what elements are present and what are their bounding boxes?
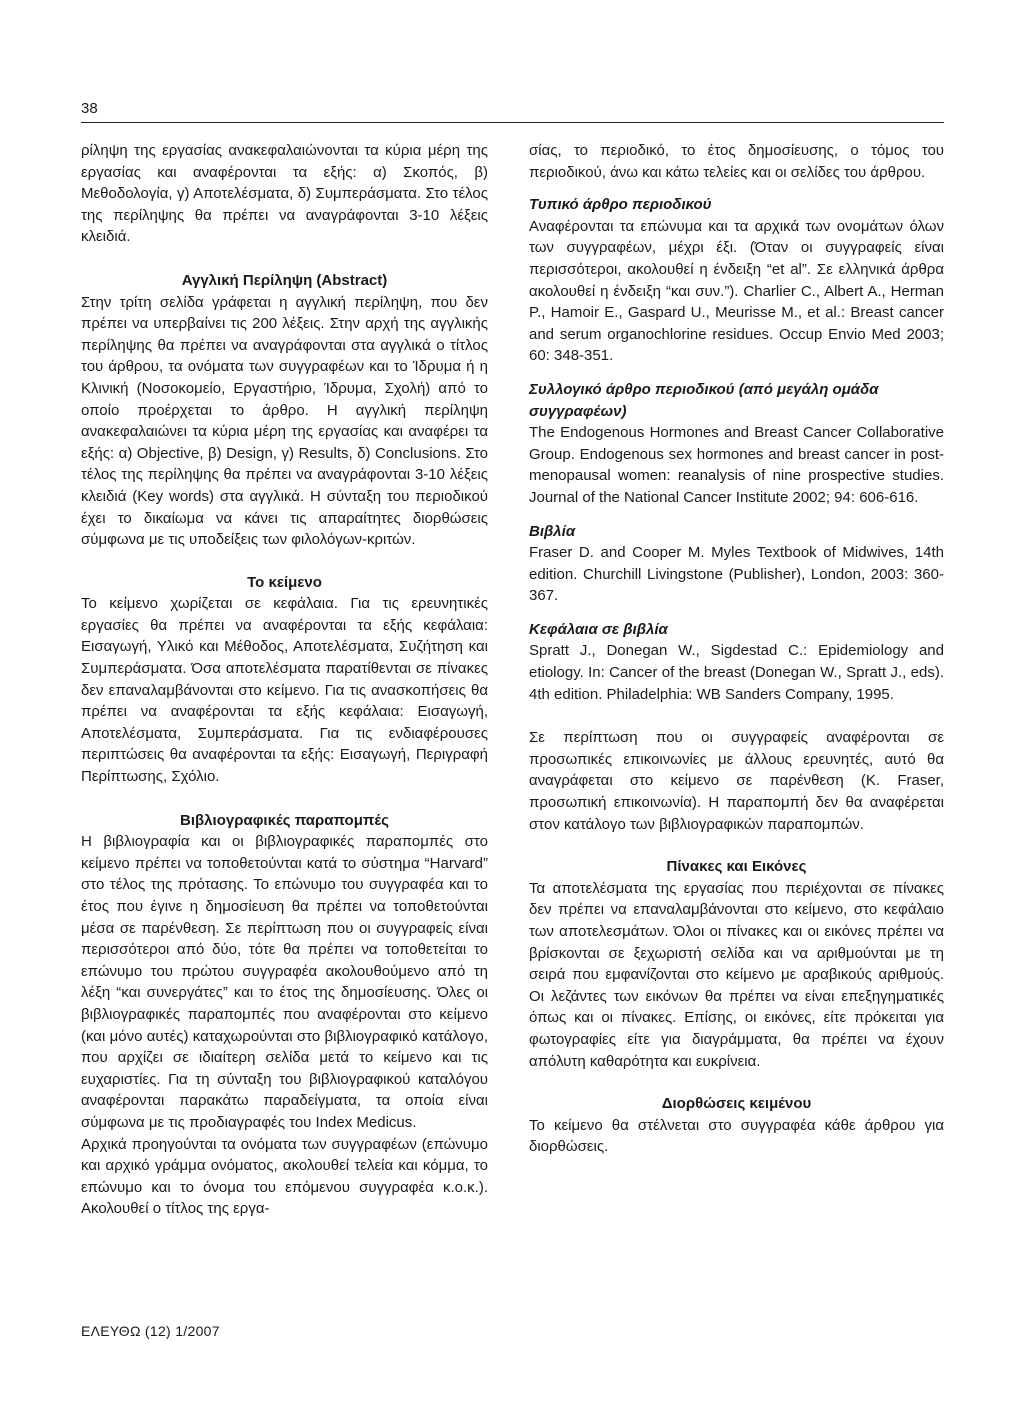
- journal-footer: ΕΛΕΥΘΩ (12) 1/2007: [81, 1323, 220, 1339]
- chapters-heading: Κεφάλαια σε βιβλία: [529, 620, 668, 638]
- personal-communication-paragraph: Σε περίπτωση που οι συγγραφείς αναφέρονται σε προσωπικές επικοινωνίες με άλλους ερευνητές, αυτό θα αναγράφεται στο κείμενο σε παρένθεση (Κ. Fraser, προσωπική επικοινωνία). Η παραπομπή δεν θα αναφέρεται στον κατάλογο των βιβλιογραφικών παραπομπών.: [529, 729, 944, 833]
- left-column: [81, 140, 488, 1220]
- continuation-paragraph: σίας, το περιοδικό, το έτος δημοσίευσης, ο τόμος του περιοδικού, άνω και κάτω τελείες και οι σελίδες του άρθρου.: [529, 142, 944, 181]
- references-heading: Βιβλιογραφικές παραπομπές: [180, 811, 389, 829]
- chapters-paragraph: Spratt J., Donegan W., Sigdestad C.: Epidemiology and etiology. In: Cancer of the breast (Donegan W., Spratt J., eds). 4th edition. Philadelphia: WB Sanders Company, 1995.: [529, 642, 944, 703]
- books-paragraph: Fraser D. and Cooper M. Myles Textbook of Midwives, 14th edition. Churchill Livingstone (Publisher), London, 2003: 360-367.: [529, 544, 944, 605]
- books-heading: Βιβλία: [529, 522, 576, 540]
- corrections-heading: Διορθώσεις κειμένου: [661, 1095, 812, 1113]
- references-paragraph-2: Αρχικά προηγούνται τα ονόματα των συγγραφέων (επώνυμο και αρχικό γράμμα ονόματος, ακολουθεί τελεία και κόμμα, το επώνυμο και το όνομα του επόμενου συγγραφέα κ.ο.κ.). Ακολουθεί ο τίτλος της εργα-: [81, 1135, 488, 1218]
- tables-paragraph: Τα αποτελέσματα της εργασίας που περιέχονται σε πίνακες δεν πρέπει να επαναλαμβάνονται στο κείμενο, στο κεφάλαιο των αποτελεσμάτων. Όλοι οι πίνακες και οι εικόνες πρέπει να βρίσκονται σε ξεχωριστή σελίδα και να αριθμούνται με τη σειρά που εμφανίζονται στο κείμενο με αραβικούς αριθμούς. Οι λεζάντες των εικόνων θα πρέπει να είναι επεξηγηματικές όπως και οι πίνακες. Επίσης, οι εικόνες, είτε πρόκειται για φωτογραφίες είτε για διαγράμματα, θα πρέπει να έχουν απόλυτη καθαρότητα και ευκρίνεια.: [529, 879, 944, 1070]
- collective-article-heading: Συλλογικό άρθρο περιοδικού (από μεγάλη ομάδα συγγραφέων): [529, 380, 879, 420]
- text-heading: Το κείμενο: [247, 573, 322, 591]
- intro-paragraph: ρίληψη της εργασίας ανακεφαλαιώνονται τα κύρια μέρη της εργασίας και αναφέρονται τα εξής: α) Σκοπός, β) Μεθοδολογία, γ) Αποτελέσματα, δ) Συμπεράσματα. Στο τέλος της περίληψης θα πρέπει να αναγράφονται 3-10 λέξεις κλειδιά.: [81, 142, 488, 246]
- tables-heading: Πίνακες και Εικόνες: [666, 858, 807, 876]
- typical-article-heading: Τυπικό άρθρο περιοδικού: [529, 196, 712, 214]
- abstract-paragraph: Στην τρίτη σελίδα γράφεται η αγγλική περίληψη, που δεν πρέπει να υπερβαίνει τις 200 λέξεις. Στην αρχή της αγγλικής περίληψης θα πρέπει να αναγράφονται στα αγγλικά ο τίτλος του άρθρου, τα ονόματα των συγγραφέων και το Ίδρυμα ή η Κλινική (Νοσοκομείο, Εργαστήριο, Ίδρυμα, Σχολή) από το οποίο προέρχεται το άρθρο. Η αγγλική περίληψη ανακεφαλαιώνει τα κύρια μέρη της εργασίας και αναφέρει τα εξής: α) Objective, β) Design, γ) Results, δ) Conclusions. Στο τέλος της περίληψης θα πρέπει να αναγράφονται 3-10 λέξεις κλειδιά (Key words) στα αγγλικά. Η σύνταξη του περιοδικού έχει το δικαίωμα να κάνει τις απαραίτητες διορθώσεις σύμφωνα με τις υποδείξεις των φιλολόγων-κριτών.: [81, 293, 488, 549]
- corrections-paragraph: Το κείμενο θα στέλνεται στο συγγραφέα κάθε άρθρου για διορθώσεις.: [529, 1116, 944, 1156]
- collective-article-paragraph: The Endogenous Hormones and Breast Cancer Collaborative Group. Endogenous sex hormones and breast cancer in post-menopausal women: reanalysis of nine prospective studies. Journal of the National Cancer Institute 2002; 94: 606-616.: [529, 424, 944, 506]
- header-rule: [81, 122, 944, 123]
- abstract-heading: Αγγλική Περίληψη (Abstract): [181, 271, 388, 289]
- text-paragraph: Το κείμενο χωρίζεται σε κεφάλαια. Για τις ερευνητικές εργασίες θα πρέπει να αναφέρονται τα εξής κεφάλαια: Εισαγωγή, Υλικό και Μέθοδος, Αποτελέσματα, Συζήτηση και Συμπεράσματα. Όσα αποτελέσματα παρατίθενται σε πίνακες δεν επαναλαμβάνονται στο κείμενο. Για τις ανασκοπήσεις θα πρέπει να αναφέρονται τα εξής κεφάλαια: Εισαγωγή, Αποτελέσματα, Συμπεράσματα. Για τις ενδιαφέρουσες περιπτώσεις θα αναφέρονται τα εξής: Εισαγωγή, Περιγραφή Περίπτωσης, Σχόλιο.: [81, 595, 488, 786]
- references-paragraph-1: Η βιβλιογραφία και οι βιβλιογραφικές παραπομπές στο κείμενο πρέπει να τοποθετούνται κατά το σύστημα “Harvard” στο τέλος της πρότασης. Το επώνυμο του συγγραφέα και το έτος που έγινε η δημοσίευση θα πρέπει να τοποθετούνται μέσα σε παρένθεση. Σε περίπτωση που οι συγγραφείς είναι περισσότεροι από δύο, τότε θα πρέπει να τοποθετείται το επώνυμο του πρώτου συγγραφέα ακολουθούμενο από τη λέξη “και συνεργάτες” και το έτος της δημοσίευσης. Όλες οι βιβλιογραφικές παραπομπές που αναφέρονται στο κείμενο (και μόνο αυτές) καταχωρούνται στο βιβλιογραφικό κατάλογο, που αρχίζει σε ιδιαίτερη σελίδα μετά το κείμενο και τις ευχαριστίες. Για τη σύνταξη του βιβλιογραφικού καταλόγου αναφέρονται παρακάτω παραδείγματα, τα οποία είναι σύμφωνα με τις προδιαγραφές του Index Medicus.: [81, 833, 488, 1131]
- page-number: 38: [81, 100, 98, 117]
- right-column: [529, 140, 944, 1158]
- typical-article-paragraph: Αναφέρονται τα επώνυμα και τα αρχικά των ονομάτων όλων των συγγραφέων, μέχρι έξι. (Όταν οι συγγραφείς είναι περισσότεροι, ακολουθεί η ένδειξη “et al”. Σε ελληνικά άρθρα ακολουθεί η ένδειξη “και συν.”). Charlier C., Albert A., Herman P., Hamoir E., Gaspard U., Meurisse M., et al.: Breast cancer and serum organochlorine residues. Occup Envio Med 2003; 60: 348-351.: [529, 217, 944, 365]
